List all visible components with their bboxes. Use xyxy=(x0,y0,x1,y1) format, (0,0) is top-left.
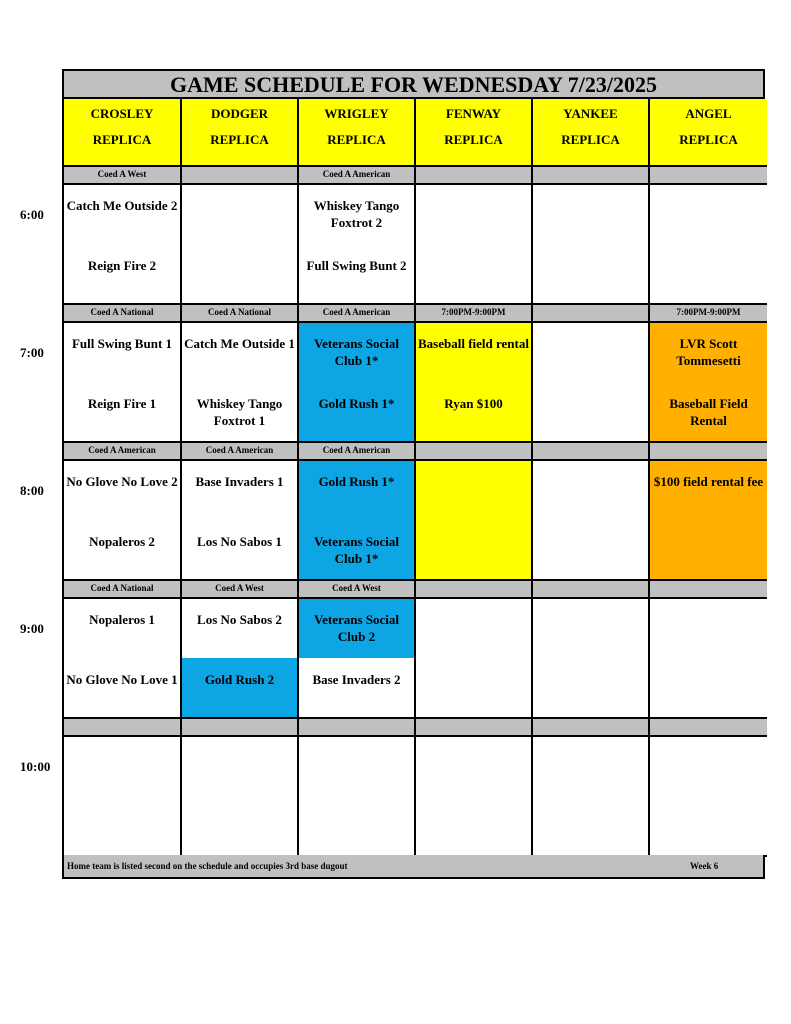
game-slot xyxy=(533,323,650,443)
slot-top-half xyxy=(416,737,531,796)
slot-bottom-half xyxy=(533,244,648,303)
division-label: Coed A West xyxy=(299,581,416,599)
division-label: Coed A West xyxy=(182,581,299,599)
game-slot xyxy=(650,323,767,443)
field-header-yankee xyxy=(533,99,650,167)
game-slot xyxy=(182,737,299,857)
slot-top-half xyxy=(650,599,767,658)
slot-top-half xyxy=(64,599,180,658)
division-label xyxy=(650,443,767,461)
time-label: 7:00 xyxy=(20,345,44,360)
division-label xyxy=(533,443,650,461)
team-name-top: Catch Me Outside 1 xyxy=(184,336,295,351)
slot-bottom-half xyxy=(416,244,531,303)
slot-bottom-half xyxy=(416,520,531,579)
division-label: Coed A American xyxy=(182,443,299,461)
division-label: Coed A National xyxy=(182,305,299,323)
team-name-bottom: Full Swing Bunt 2 xyxy=(306,258,407,273)
game-slot xyxy=(650,599,767,719)
division-label: Coed A West xyxy=(64,167,182,185)
slot-bottom-half xyxy=(533,658,648,717)
field-subtitle: REPLICA xyxy=(444,132,503,147)
division-label xyxy=(650,719,767,737)
slot-bottom-half xyxy=(650,796,767,855)
division-label xyxy=(182,719,299,737)
game-slot xyxy=(64,185,182,305)
game-slot xyxy=(64,599,182,719)
slot-top-half xyxy=(533,185,648,244)
field-subtitle: REPLICA xyxy=(327,132,386,147)
slot-top-half xyxy=(416,185,531,244)
slot-top-half xyxy=(533,599,648,658)
team-name-bottom: Reign Fire 1 xyxy=(87,396,157,411)
division-label: Coed A American xyxy=(299,305,416,323)
game-slot xyxy=(64,737,182,857)
slot-bottom-half xyxy=(533,382,648,441)
slot-top-half xyxy=(64,737,180,796)
game-slot xyxy=(299,323,416,443)
team-name-top: LVR Scott Tommesetti xyxy=(676,336,741,368)
time-label: 6:00 xyxy=(20,207,44,222)
slot-top-half xyxy=(533,461,648,520)
game-slot xyxy=(182,185,299,305)
team-name-top: Nopaleros 1 xyxy=(89,612,155,627)
team-name-top: No Glove No Love 2 xyxy=(66,474,178,489)
division-label: Coed A American xyxy=(64,443,182,461)
team-name-bottom: Ryan $100 xyxy=(444,396,503,411)
slot-bottom-half xyxy=(299,796,414,855)
slot-bottom-half xyxy=(416,796,531,855)
slot-bottom-half xyxy=(64,796,180,855)
game-slot xyxy=(416,599,533,719)
game-slot xyxy=(64,461,182,581)
team-name-bottom: No Glove No Love 1 xyxy=(66,672,178,687)
division-label xyxy=(416,443,533,461)
game-slot xyxy=(533,185,650,305)
game-slot xyxy=(299,599,416,719)
game-slot xyxy=(650,185,767,305)
division-label: Coed A American xyxy=(299,443,416,461)
division-label xyxy=(533,167,650,185)
division-label: 7:00PM-9:00PM xyxy=(650,305,767,323)
slot-bottom-half xyxy=(182,244,297,303)
game-slot xyxy=(416,323,533,443)
team-name-bottom: Gold Rush 2 xyxy=(204,672,275,687)
game-slot xyxy=(533,599,650,719)
game-slot xyxy=(416,737,533,857)
slot-top-half xyxy=(64,461,180,520)
game-slot xyxy=(182,323,299,443)
field-name: FENWAY xyxy=(445,106,502,121)
slot-top-half xyxy=(416,599,531,658)
page-title: GAME SCHEDULE FOR WEDNESDAY 7/23/2025 xyxy=(64,71,763,99)
game-slot xyxy=(416,461,533,581)
time-label: 10:00 xyxy=(20,759,51,774)
slot-bottom-half xyxy=(650,520,767,579)
slot-top-half xyxy=(650,461,767,520)
team-name-top: Veterans Social Club 2 xyxy=(313,612,400,644)
team-name-bottom: Nopaleros 2 xyxy=(89,534,155,549)
division-label xyxy=(64,719,182,737)
game-slot xyxy=(182,599,299,719)
team-name-top: $100 field rental fee xyxy=(653,474,764,489)
team-name-bottom: Veterans Social Club 1* xyxy=(313,534,400,566)
game-slot xyxy=(533,461,650,581)
slot-top-half xyxy=(650,737,767,796)
field-name: DODGER xyxy=(210,106,269,121)
division-label xyxy=(299,719,416,737)
team-name-top: Full Swing Bunt 1 xyxy=(71,336,173,351)
slot-bottom-half xyxy=(650,244,767,303)
footer-bar xyxy=(64,855,763,877)
time-label: 8:00 xyxy=(20,483,44,498)
slot-top-half xyxy=(182,737,297,796)
division-label xyxy=(650,167,767,185)
slot-top-half xyxy=(416,323,531,382)
slot-top-half xyxy=(182,185,297,244)
game-slot xyxy=(64,323,182,443)
slot-bottom-half xyxy=(533,796,648,855)
field-name: ANGEL xyxy=(685,106,732,121)
team-name-top: Catch Me Outside 2 xyxy=(66,198,178,213)
field-subtitle: REPLICA xyxy=(679,132,738,147)
team-name-top: Whiskey Tango Foxtrot 2 xyxy=(313,198,400,230)
team-name-bottom: Reign Fire 2 xyxy=(87,258,157,273)
division-label xyxy=(416,719,533,737)
slot-top-half xyxy=(182,323,297,382)
slot-top-half xyxy=(533,737,648,796)
division-label xyxy=(533,719,650,737)
team-name-top: Baseball field rental xyxy=(418,336,529,351)
time-label: 9:00 xyxy=(20,621,44,636)
slot-bottom-half xyxy=(533,520,648,579)
team-name-top: Base Invaders 1 xyxy=(195,474,284,489)
field-subtitle: REPLICA xyxy=(561,132,620,147)
slot-top-half xyxy=(299,737,414,796)
slot-top-half xyxy=(182,599,297,658)
field-name: WRIGLEY xyxy=(324,106,389,121)
footer-note: Home team is listed second on the schedule and occupies 3rd base dugout xyxy=(67,861,348,871)
team-name-top: Veterans Social Club 1* xyxy=(313,336,400,368)
game-slot xyxy=(650,737,767,857)
game-slot xyxy=(182,461,299,581)
field-header-crosley xyxy=(64,99,182,167)
slot-top-half xyxy=(64,323,180,382)
team-name-bottom: Whiskey Tango Foxtrot 1 xyxy=(196,396,283,428)
slot-top-half xyxy=(533,323,648,382)
team-name-bottom: Los No Sabos 1 xyxy=(197,534,282,549)
slot-bottom-half xyxy=(182,796,297,855)
team-name-bottom: Gold Rush 1* xyxy=(318,396,395,411)
field-header-dodger xyxy=(182,99,299,167)
slot-top-half xyxy=(182,461,297,520)
division-label xyxy=(182,167,299,185)
slot-bottom-half xyxy=(416,658,531,717)
game-slot xyxy=(650,461,767,581)
game-slot xyxy=(299,185,416,305)
division-label: Coed A National xyxy=(64,305,182,323)
field-name: CROSLEY xyxy=(90,106,154,121)
team-name-top: Gold Rush 1* xyxy=(318,474,395,489)
team-name-top: Los No Sabos 2 xyxy=(197,612,282,627)
division-label: 7:00PM-9:00PM xyxy=(416,305,533,323)
game-slot xyxy=(299,461,416,581)
slot-bottom-half xyxy=(650,658,767,717)
field-header-angel xyxy=(650,99,767,167)
game-slot xyxy=(416,185,533,305)
week-label: Week 6 xyxy=(690,861,719,871)
team-name-bottom: Baseball Field Rental xyxy=(669,396,748,428)
game-slot xyxy=(533,737,650,857)
division-label xyxy=(533,581,650,599)
division-label xyxy=(416,167,533,185)
field-subtitle: REPLICA xyxy=(92,132,152,147)
slot-top-half xyxy=(650,185,767,244)
division-label: Coed A American xyxy=(299,167,416,185)
slot-top-half xyxy=(64,185,180,244)
division-label xyxy=(650,581,767,599)
slot-top-half xyxy=(416,461,531,520)
field-header-wrigley xyxy=(299,99,416,167)
schedule-table xyxy=(62,69,765,879)
team-name-bottom: Base Invaders 2 xyxy=(312,672,401,687)
field-name: YANKEE xyxy=(563,106,618,121)
division-label xyxy=(533,305,650,323)
field-header-fenway xyxy=(416,99,533,167)
field-subtitle: REPLICA xyxy=(210,132,269,147)
slot-top-half xyxy=(299,461,414,520)
division-label: Coed A National xyxy=(64,581,182,599)
division-label xyxy=(416,581,533,599)
game-slot xyxy=(299,737,416,857)
